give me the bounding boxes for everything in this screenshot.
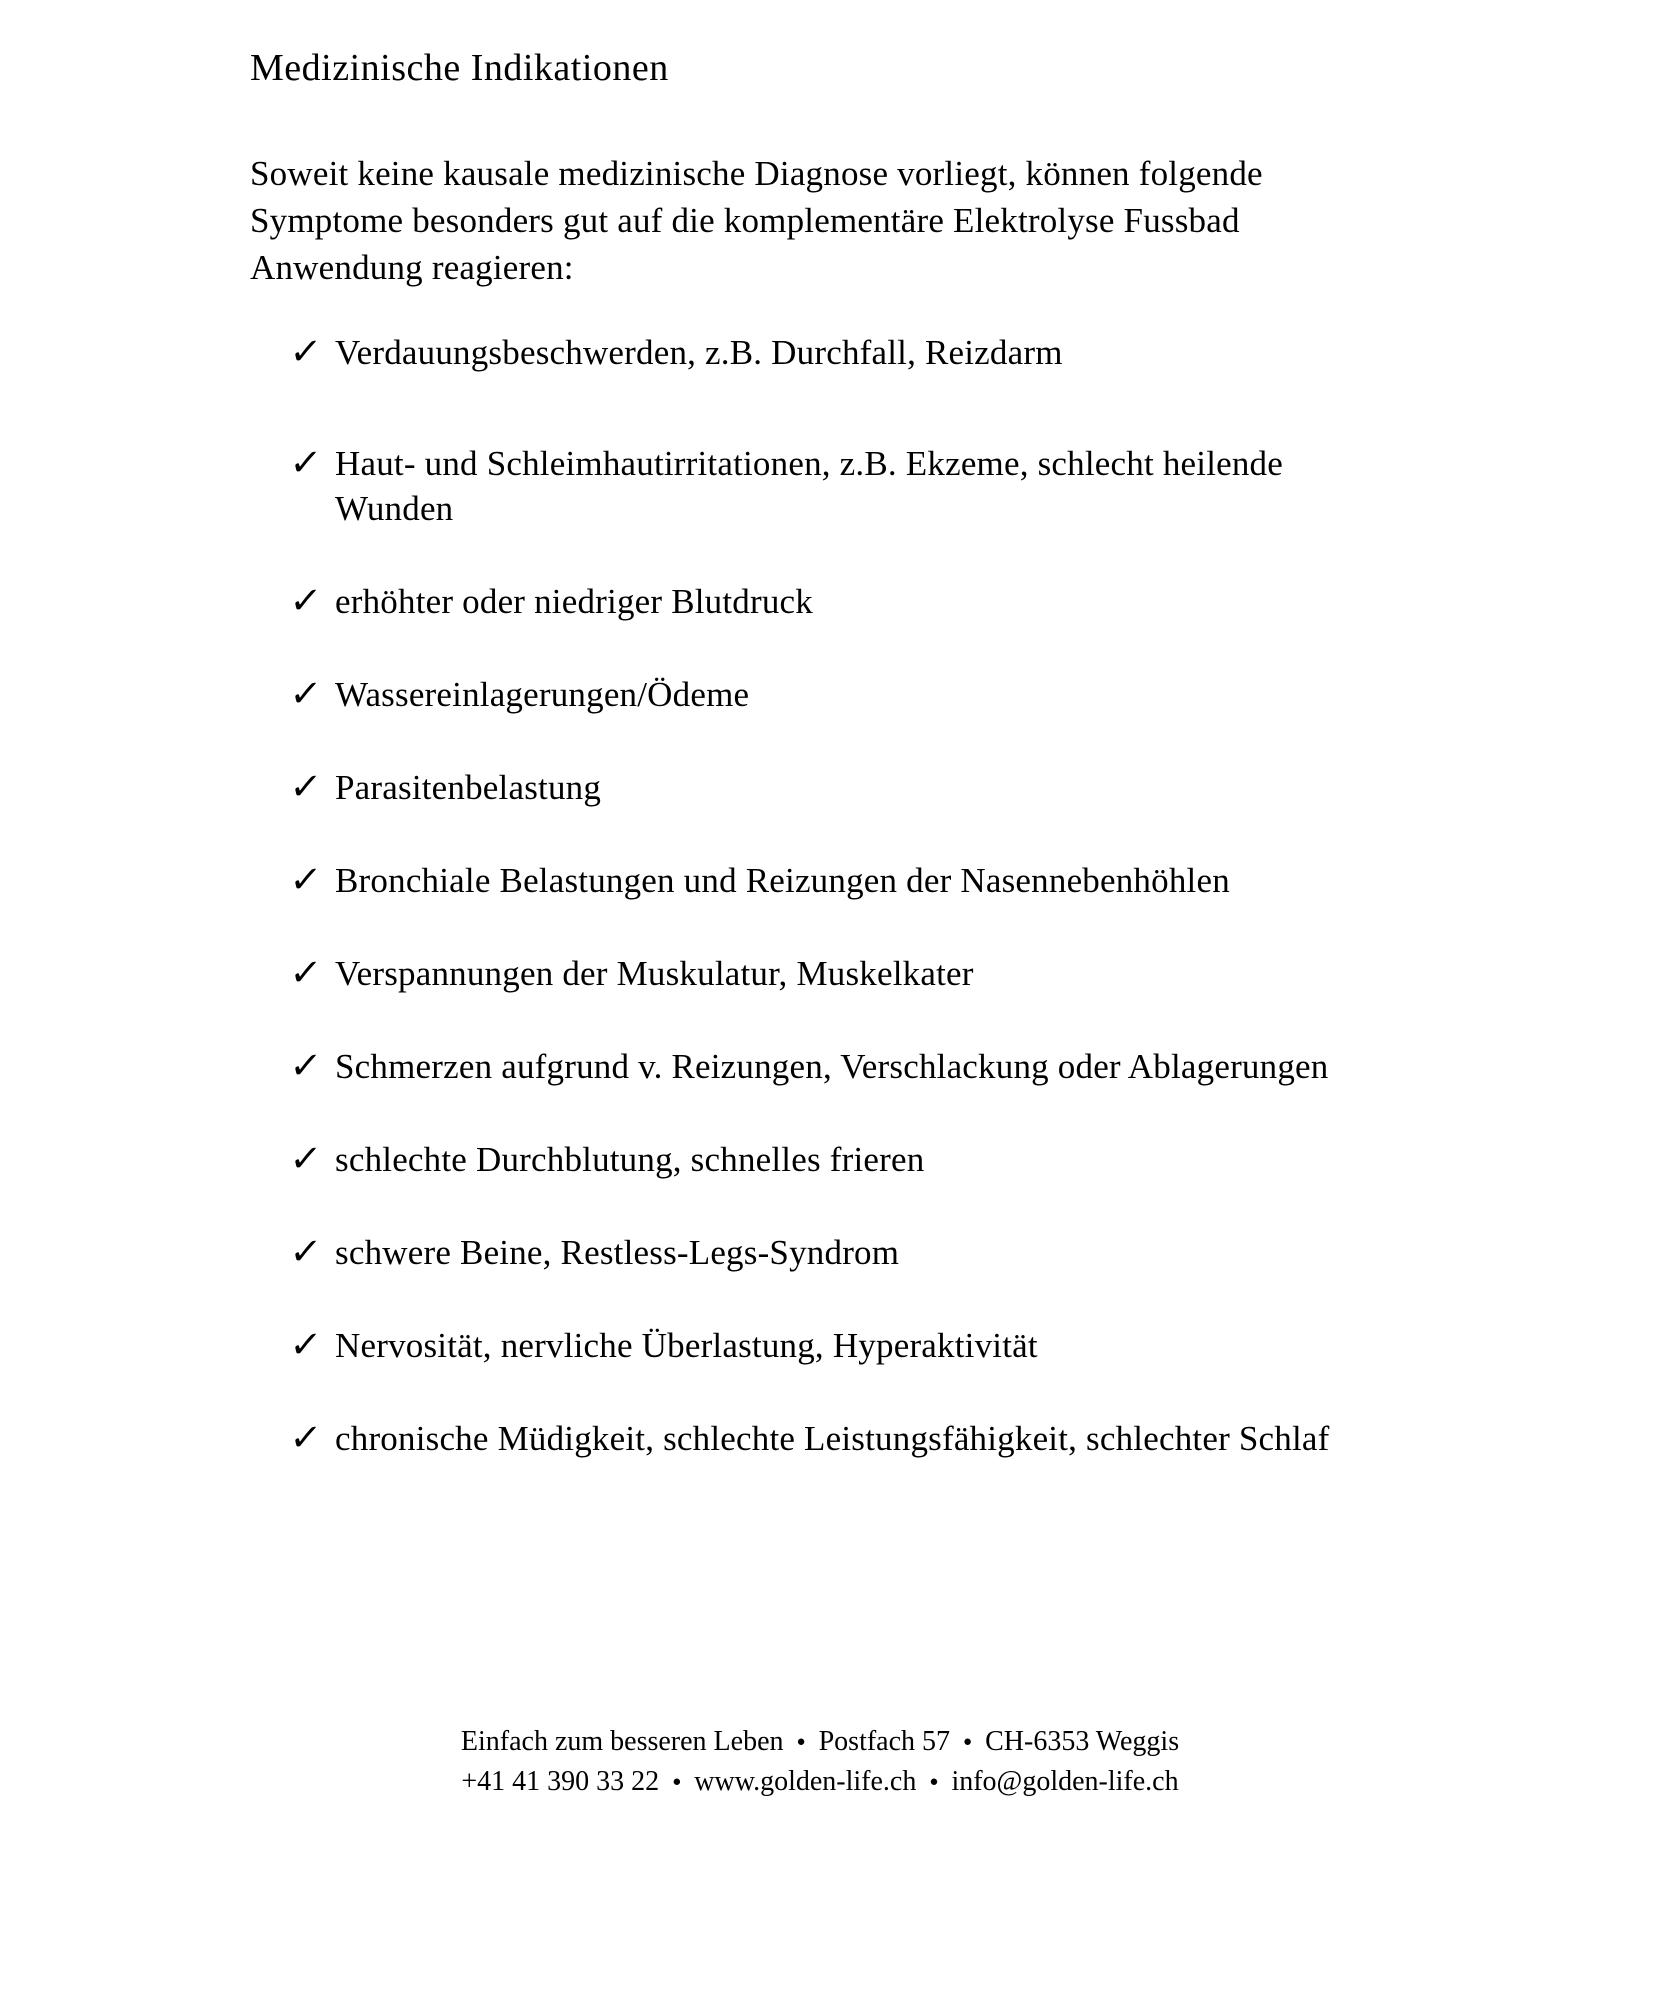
symptom-text: Bronchiale Belastungen und Reizungen der Nasennebenhöhlen xyxy=(335,861,1230,900)
checkmark-icon: ✓ xyxy=(287,1139,324,1180)
symptom-item xyxy=(287,1137,1375,1182)
bullet-separator-icon: ● xyxy=(672,1774,682,1790)
checkmark-icon: ✓ xyxy=(287,443,324,484)
symptom-text: Haut- und Schleimhautirritationen, z.B. Ekzeme, schlecht heilende Wunden xyxy=(335,444,1283,528)
symptom-item xyxy=(287,672,1375,717)
symptom-item xyxy=(287,579,1375,624)
symptom-text: Nervosität, nervliche Überlastung, Hyperaktivität xyxy=(335,1326,1038,1365)
footer-email: info@golden-life.ch xyxy=(951,1766,1179,1797)
symptom-text: Verspannungen der Muskulatur, Muskelkater xyxy=(335,954,974,993)
symptom-text: chronische Müdigkeit, schlechte Leistungsfähigkeit, schlechter Schlaf xyxy=(335,1419,1330,1458)
bullet-separator-icon: ● xyxy=(796,1734,806,1750)
checkmark-icon: ✓ xyxy=(287,953,324,994)
page-title: Medizinische Indikationen xyxy=(250,47,669,89)
checkmark-icon: ✓ xyxy=(287,860,324,901)
footer-phone: +41 41 390 33 22 xyxy=(461,1766,660,1797)
bullet-separator-icon: ● xyxy=(929,1774,939,1790)
checkmark-icon: ✓ xyxy=(287,674,324,715)
symptom-text: Parasitenbelastung xyxy=(335,768,602,807)
symptom-item xyxy=(287,765,1375,810)
symptom-text: Verdauungsbeschwerden, z.B. Durchfall, Reizdarm xyxy=(335,333,1063,372)
footer-pobox: Postfach 57 xyxy=(818,1726,951,1757)
symptom-text: schlechte Durchblutung, schnelles frieren xyxy=(335,1140,925,1179)
symptom-item xyxy=(287,1323,1375,1368)
symptom-text: erhöhter oder niedriger Blutdruck xyxy=(335,582,813,621)
symptom-item xyxy=(287,1230,1375,1275)
symptom-text: Schmerzen aufgrund v. Reizungen, Verschlackung oder Ablagerungen xyxy=(335,1047,1329,1086)
footer-tagline: Einfach zum besseren Leben xyxy=(460,1726,784,1757)
checkmark-icon: ✓ xyxy=(287,332,324,373)
checkmark-icon: ✓ xyxy=(287,581,324,622)
bullet-separator-icon: ● xyxy=(963,1734,973,1750)
intro-paragraph: Soweit keine kausale medizinische Diagnose vorliegt, können folgende Symptome besonders gut auf die komplementäre Elektrolyse Fussbad Anwendung reagieren: xyxy=(250,154,1263,287)
checkmark-icon: ✓ xyxy=(287,767,324,808)
symptom-item xyxy=(287,1416,1375,1461)
footer xyxy=(0,1722,1640,1802)
symptom-item xyxy=(287,330,1375,375)
footer-website: www.golden-life.ch xyxy=(694,1766,917,1797)
checkmark-icon: ✓ xyxy=(287,1325,324,1366)
symptom-text: schwere Beine, Restless-Legs-Syndrom xyxy=(335,1233,900,1272)
symptom-item xyxy=(287,441,1375,531)
checkmark-icon: ✓ xyxy=(287,1046,324,1087)
checkmark-icon: ✓ xyxy=(287,1232,324,1273)
footer-line-1 xyxy=(0,1722,1640,1762)
checkmark-icon: ✓ xyxy=(287,1418,324,1459)
symptom-text: Wassereinlagerungen/Ödeme xyxy=(335,675,750,714)
symptom-list xyxy=(287,330,1375,1509)
footer-line-2 xyxy=(0,1762,1640,1802)
symptom-item xyxy=(287,951,1375,996)
footer-city: CH-6353 Weggis xyxy=(985,1726,1180,1757)
symptom-item xyxy=(287,858,1375,903)
symptom-item xyxy=(287,1044,1375,1089)
